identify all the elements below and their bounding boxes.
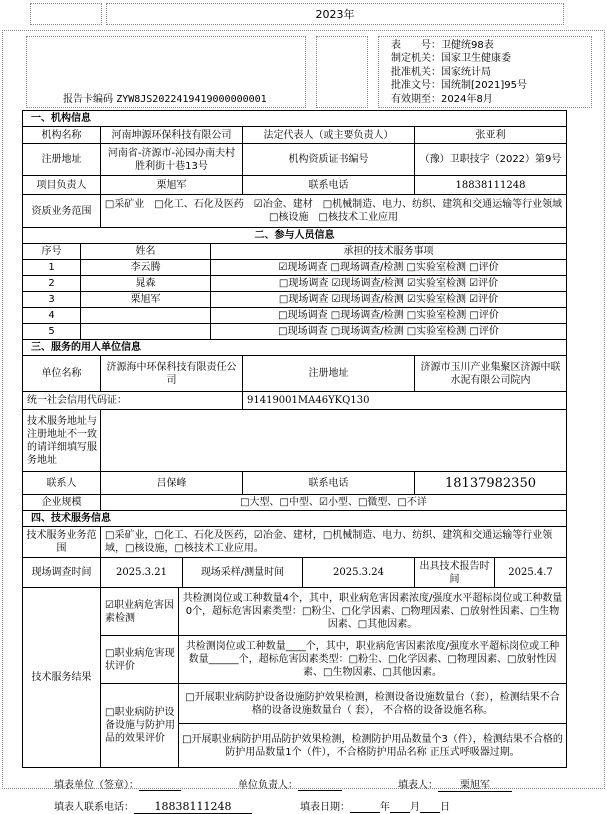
col-header-services: 承担的技术服务事项 — [211, 244, 567, 260]
project-leader-value: 栗旭军 — [101, 176, 243, 195]
report-date-value: 2025.4.7 — [495, 558, 567, 588]
org-name-label: 机构名称 — [23, 127, 101, 144]
top-strip — [0, 3, 607, 27]
org-name-value: 河南坤源环保科技有限公司 — [101, 127, 243, 144]
employer-phone-value: 18137982350 — [415, 472, 567, 495]
project-leader-label: 项目负责人 — [23, 176, 101, 195]
org-scope-checkboxes: □采矿业 □化工、石化及医药 ☑冶金、建材 □机械制造、电力、纺织、建筑和交通运输等行业领域 □核设施 □核技术工业应用 — [101, 195, 567, 228]
legal-rep-label: 法定代表人（或主要负责人） — [243, 127, 415, 144]
middle-empty-frame — [316, 36, 368, 108]
fill-date-month-blank — [390, 802, 410, 813]
col-header-no: 序号 — [23, 244, 81, 260]
section4-title: 四、技术服务信息 — [23, 511, 567, 527]
org-scope-label: 资质业务范围 — [23, 195, 101, 228]
participant-services-checkboxes: □现场调查 ☑现场调查/检测 ☑实验室检测 ☑评价 — [211, 292, 567, 308]
service-scope-label: 技术服务业务范围 — [23, 527, 101, 558]
form-info-box — [378, 36, 592, 108]
sampling-date-value: 2025.3.24 — [303, 558, 415, 588]
service-addr-label: 技术服务地址与注册地址不一致的请详细填写服务地址 — [23, 410, 101, 472]
top-empty-box — [30, 3, 102, 25]
status-eval-text: 共检测岗位或工种数量____个，其中，职业病危害因素浓度/强度水平超标岗位或工种数量______个，超标危害因素类型：□粉尘、□化学因素、□物理因素、□放射性因素、□生物因素、□其他因素。 — [179, 636, 567, 684]
unit-head-blank — [298, 780, 342, 791]
participant-no: 3 — [23, 292, 81, 308]
enterprise-size-checkboxes: □大型、□中型、☑小型、□微型、□不详 — [101, 495, 567, 511]
contact-label: 联系人 — [23, 472, 101, 495]
hazard-detect-checkbox: ☑职业病危害因素检测 — [101, 588, 179, 636]
status-eval-checkbox: □职业病危害现状评价 — [101, 636, 179, 684]
filler-phone-value: 18838111248 — [134, 800, 252, 814]
filler-field: 填表人： 栗旭军 — [398, 776, 512, 792]
survey-date-value: 2025.3.21 — [101, 558, 183, 588]
participant-services-checkboxes: □现场调查 □现场调查/检测 □实验室检测 □评价 — [211, 324, 567, 340]
section1-title: 一、机构信息 — [23, 111, 567, 127]
employer-addr-value: 济源市玉川产业集聚区济源中联水泥有限公司院内 — [415, 356, 567, 392]
fill-date-year-blank — [350, 802, 380, 813]
ppe-eval-checkbox: □职业病防护设备设施与防护用品的效果评价 — [101, 684, 179, 768]
col-header-name: 姓名 — [81, 244, 211, 260]
org-phone-label: 联系电话 — [243, 176, 415, 195]
employer-name-value: 济源海中环保科技有限责任公司 — [101, 356, 243, 392]
sampling-date-label: 现场采样/测量时间 — [183, 558, 303, 588]
header-area — [0, 36, 607, 108]
org-addr-label: 注册地址 — [23, 144, 101, 176]
report-code-frame — [26, 36, 306, 108]
org-cert-label: 机构资质证书编号 — [243, 144, 415, 176]
report-code-value: ZYW8JS2022419419000000001 — [116, 94, 267, 105]
legal-rep-value: 张亚利 — [415, 127, 567, 144]
year-box — [106, 3, 564, 25]
report-code-label: 报告卡编码 — [63, 94, 113, 105]
unit-head-label: 单位负责人： — [238, 776, 342, 791]
participant-no: 2 — [23, 276, 81, 292]
participant-services-checkboxes: ☑现场调查 □现场调查/检测 □实验室检测 □评价 — [211, 260, 567, 276]
participant-services-checkboxes: □现场调查 ☑现场调查/检测 ☑实验室检测 ☑评价 — [211, 276, 567, 292]
ppe-facility-text: □开展职业病防护设备设施防护效果检测，检测设备设施数量台（套），检测结果不合格的设备设施数量台（ 套）， 不合格的设备设施名称。 — [179, 684, 567, 724]
credit-code-label: 统一社会信用代码证： — [23, 392, 243, 410]
fill-unit-label: 填表单位（签章）： — [54, 776, 181, 791]
fill-date-field: 填表日期： 年 月 日 — [300, 802, 450, 813]
service-scope-checkboxes: □采矿业，□化工、石化及医药，☑冶金、建材，□机械制造、电力、纺织、建筑和交通运输等行业领域，□核设施，□核技术工业应用。 — [101, 527, 567, 558]
ppe-product-text: □开展职业病防护用品防护效果检测，检测防护用品数量个3（件），检测结果不合格的防护用品数量1个（件），不合格防护用品名称 正压式呼吸器过期。 — [179, 724, 567, 768]
participant-no: 5 — [23, 324, 81, 340]
form-maker-line: 制定机关：国家卫生健康委 — [391, 53, 511, 65]
employer-phone-label: 联系电话 — [243, 472, 415, 495]
fill-date-day-blank — [420, 802, 440, 813]
form-number-line: 表 号：卫健统98表 — [391, 40, 494, 51]
org-phone-value: 18838111248 — [415, 176, 567, 195]
form-approver-line: 批准机关：国家统计局 — [391, 66, 491, 78]
service-result-label: 技术服务结果 — [23, 588, 101, 768]
form-validity-line: 有效期至：2024年8月 — [391, 93, 493, 105]
org-addr-value: 河南省-济源市-沁园办南夫村胜利街十巷13号 — [101, 144, 243, 176]
year-label: 2023年 — [315, 8, 355, 21]
credit-code-value: 91419001MA46YKQ130 — [243, 392, 567, 410]
section3-title: 三、服务的用人单位信息 — [23, 340, 567, 356]
hazard-detect-text: 共检测岗位或工种数量4个，其中，职业病危害因素浓度/强度水平超标岗位或工种数量0个，超标危害因素类型：□粉尘、□化学因素、□物理因素、□放射性因素、□生物因素、□其他因素。 — [179, 588, 567, 636]
enterprise-size-label: 企业规模 — [23, 495, 101, 511]
filler-phone-field: 填表人联系电话： 18838111248 — [54, 798, 252, 814]
form-docno-line: 批准文号：国统制[2021]95号 — [391, 80, 527, 92]
section2-title: 二、参与人员信息 — [23, 228, 567, 244]
org-cert-value: （豫）卫职技字（2022）第9号 — [415, 144, 567, 176]
fill-unit-blank — [139, 780, 181, 791]
employer-name-label: 单位名称 — [23, 356, 101, 392]
contact-value: 吕保峰 — [101, 472, 243, 495]
employer-addr-label: 注册地址 — [243, 356, 415, 392]
participant-services-checkboxes: □现场调查 □现场调查/检测 □实验室检测 □评价 — [211, 308, 567, 324]
participant-name: 李云腾 — [81, 260, 211, 276]
participant-name: 晁森 — [81, 276, 211, 292]
filler-name: 栗旭军 — [438, 776, 512, 792]
participant-no: 1 — [23, 260, 81, 276]
page-dotted-frame — [2, 30, 605, 789]
report-date-label: 出具技术报告时间 — [415, 558, 495, 588]
participant-no: 4 — [23, 308, 81, 324]
participant-name: 栗旭军 — [81, 292, 211, 308]
survey-date-label: 现场调查时间 — [23, 558, 101, 588]
